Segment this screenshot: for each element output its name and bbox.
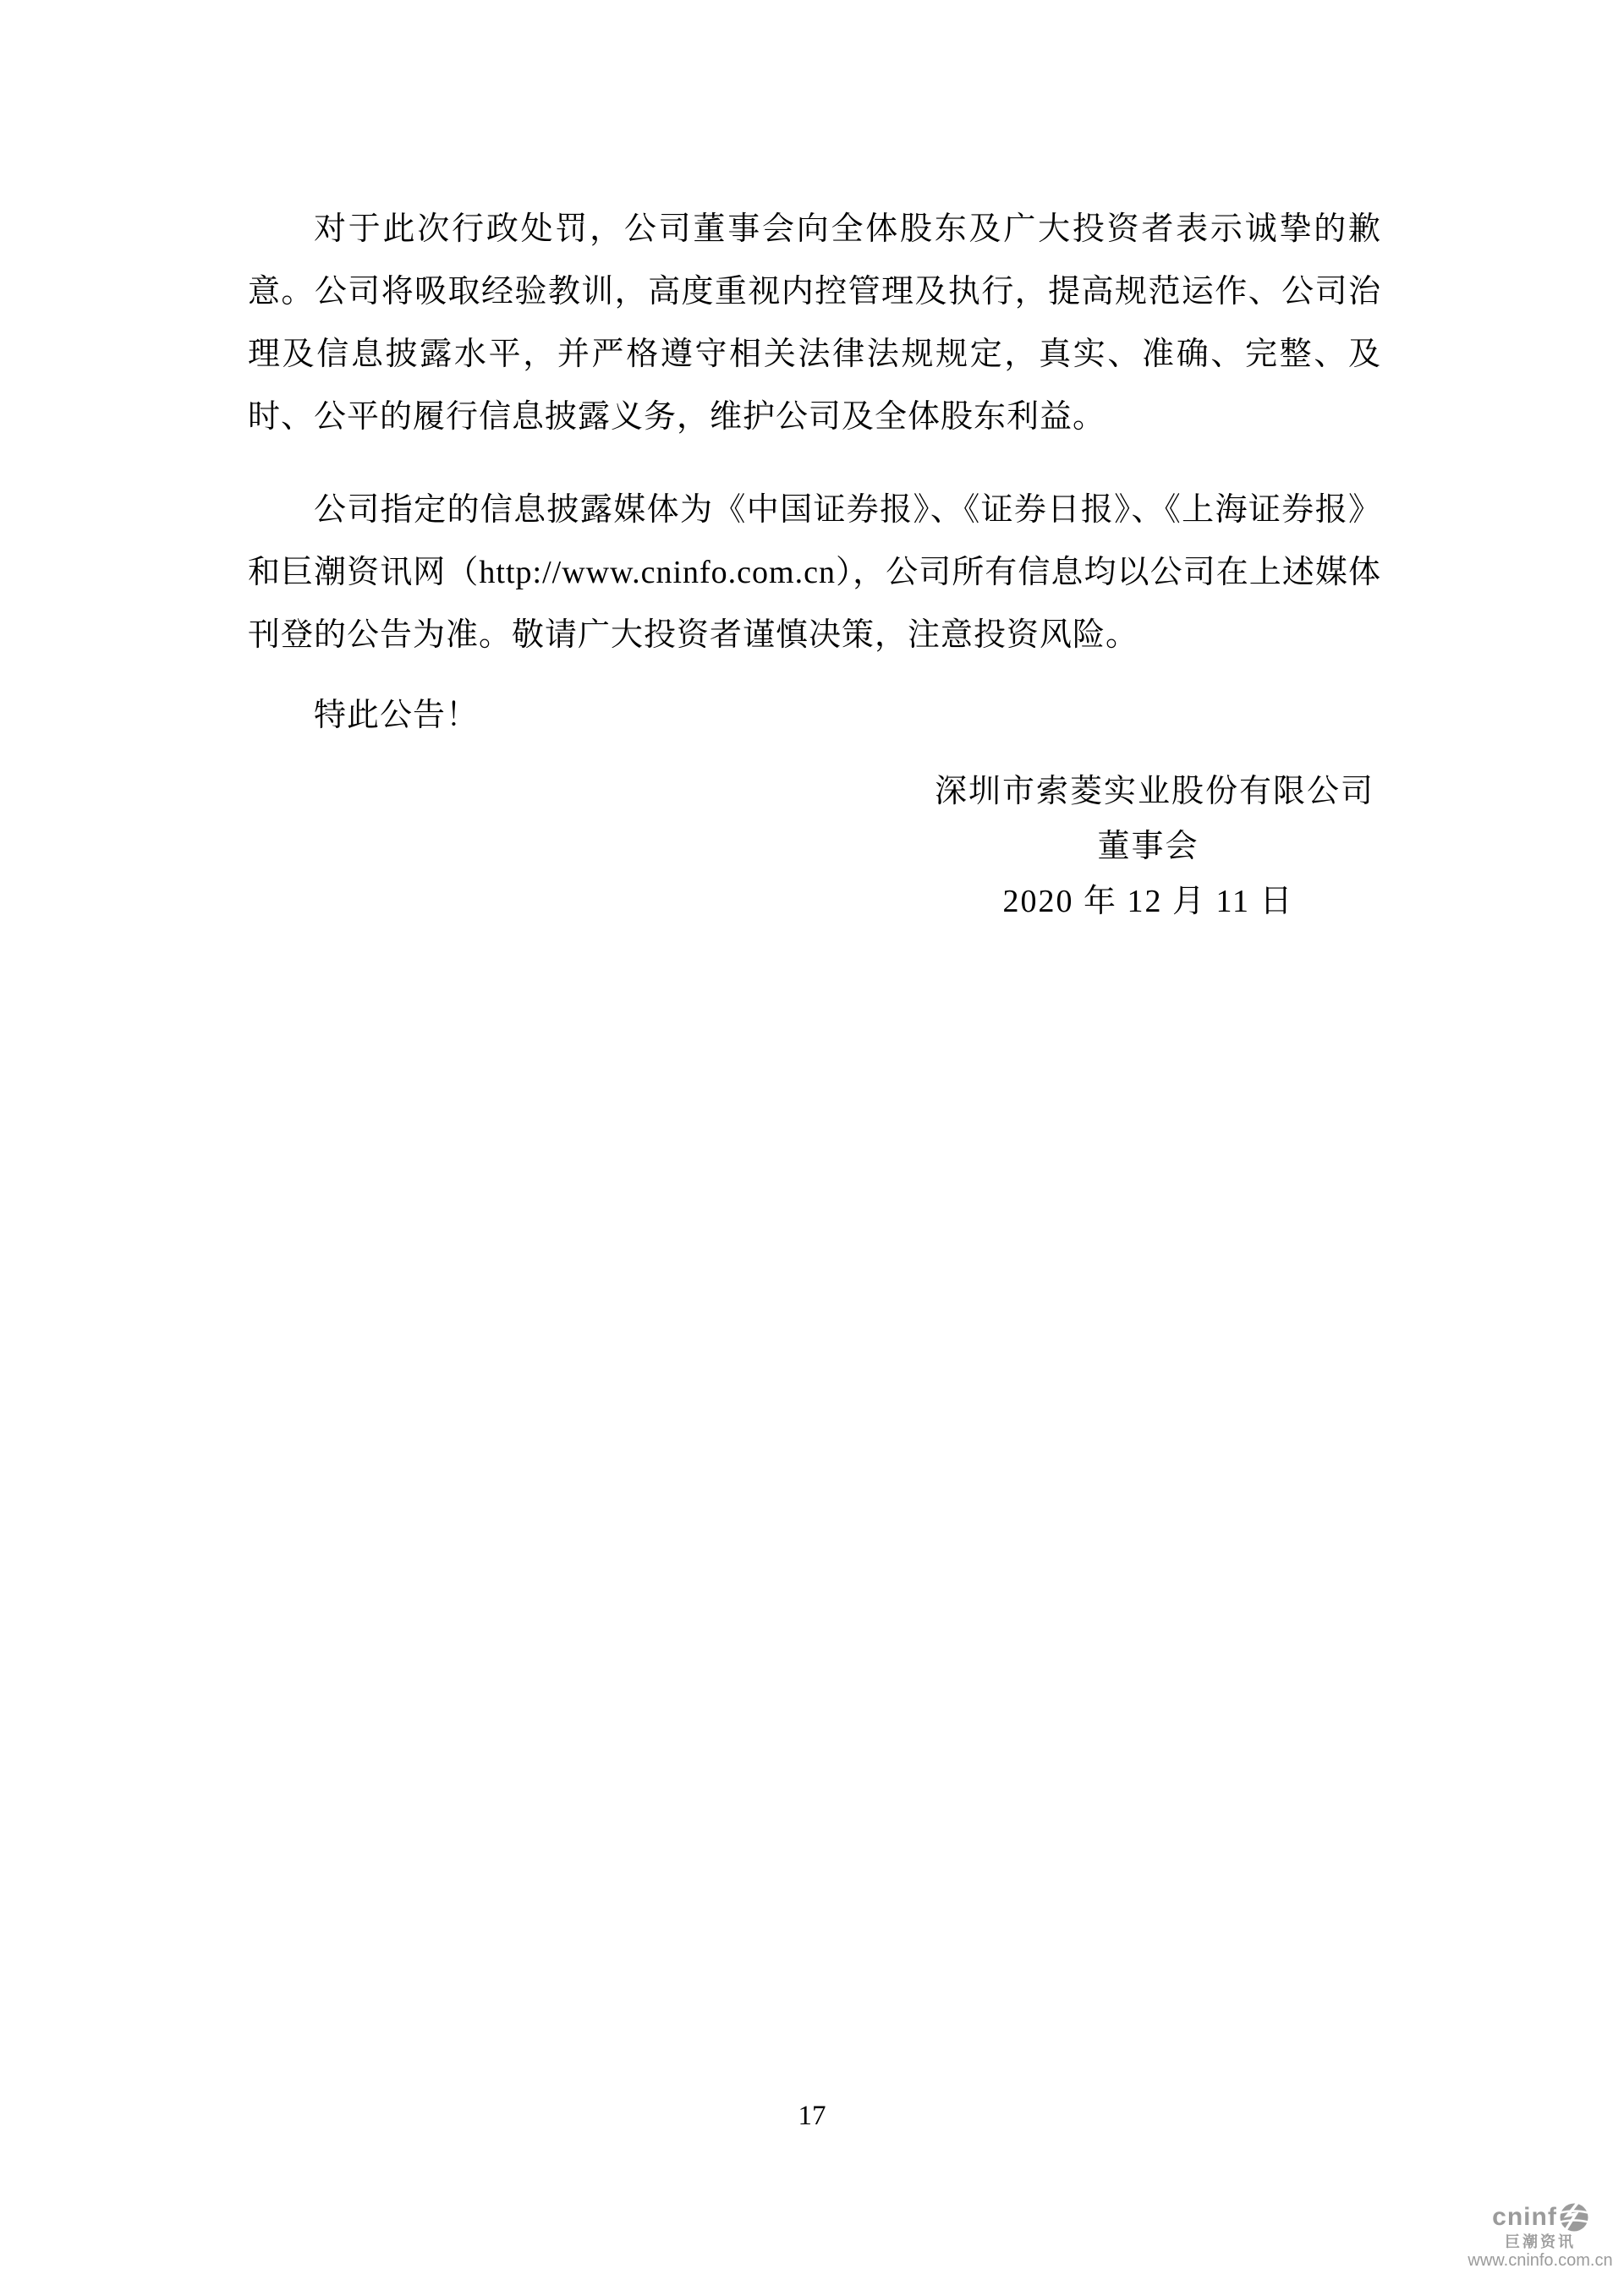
cninfo-url: www.cninfo.com.cn bbox=[1468, 2251, 1613, 2270]
paragraph-closing-declaration: 特此公告！ bbox=[314, 698, 480, 733]
page-number: 17 bbox=[798, 2101, 826, 2131]
cninfo-watermark bbox=[1466, 2202, 1615, 2269]
paragraph-apology: 对于此次行政处罚，公司董事会向全体股东及广大投资者表示诚挚的歉意。公司将吸取经验教训，高度重视内控管理及执行，提高规范运作、公司治理及信息披露水平，并严格遵守相关法律法规规定，真实、准确、完整、及时、公平的履行信息披露义务，维护公司及全体股东利益。 bbox=[248, 211, 1381, 435]
signature-date: 2020 年 12 月 11 日 bbox=[1002, 884, 1294, 919]
signature-company-name: 深圳市索菱实业股份有限公司 bbox=[935, 774, 1375, 809]
paragraph-disclosure-media: 公司指定的信息披露媒体为《中国证券报》、《证券日报》、《上海证券报》和巨潮资讯网（http://www.cninfo.com.cn），公司所有信息均以公司在上述媒体刊登的公告为准。敬请广大投资者谨慎决策，注意投资风险。 bbox=[248, 492, 1381, 653]
signature-department: 董事会 bbox=[1097, 829, 1199, 864]
cninfo-globe-icon bbox=[1560, 2203, 1588, 2232]
cninfo-brand-row bbox=[1466, 2202, 1615, 2233]
signature-block bbox=[935, 764, 1375, 929]
announcement-body bbox=[248, 198, 1381, 747]
cninfo-brand-text: cninf bbox=[1492, 2203, 1557, 2231]
cninfo-brand-chinese: 巨潮资讯 bbox=[1505, 2233, 1576, 2250]
